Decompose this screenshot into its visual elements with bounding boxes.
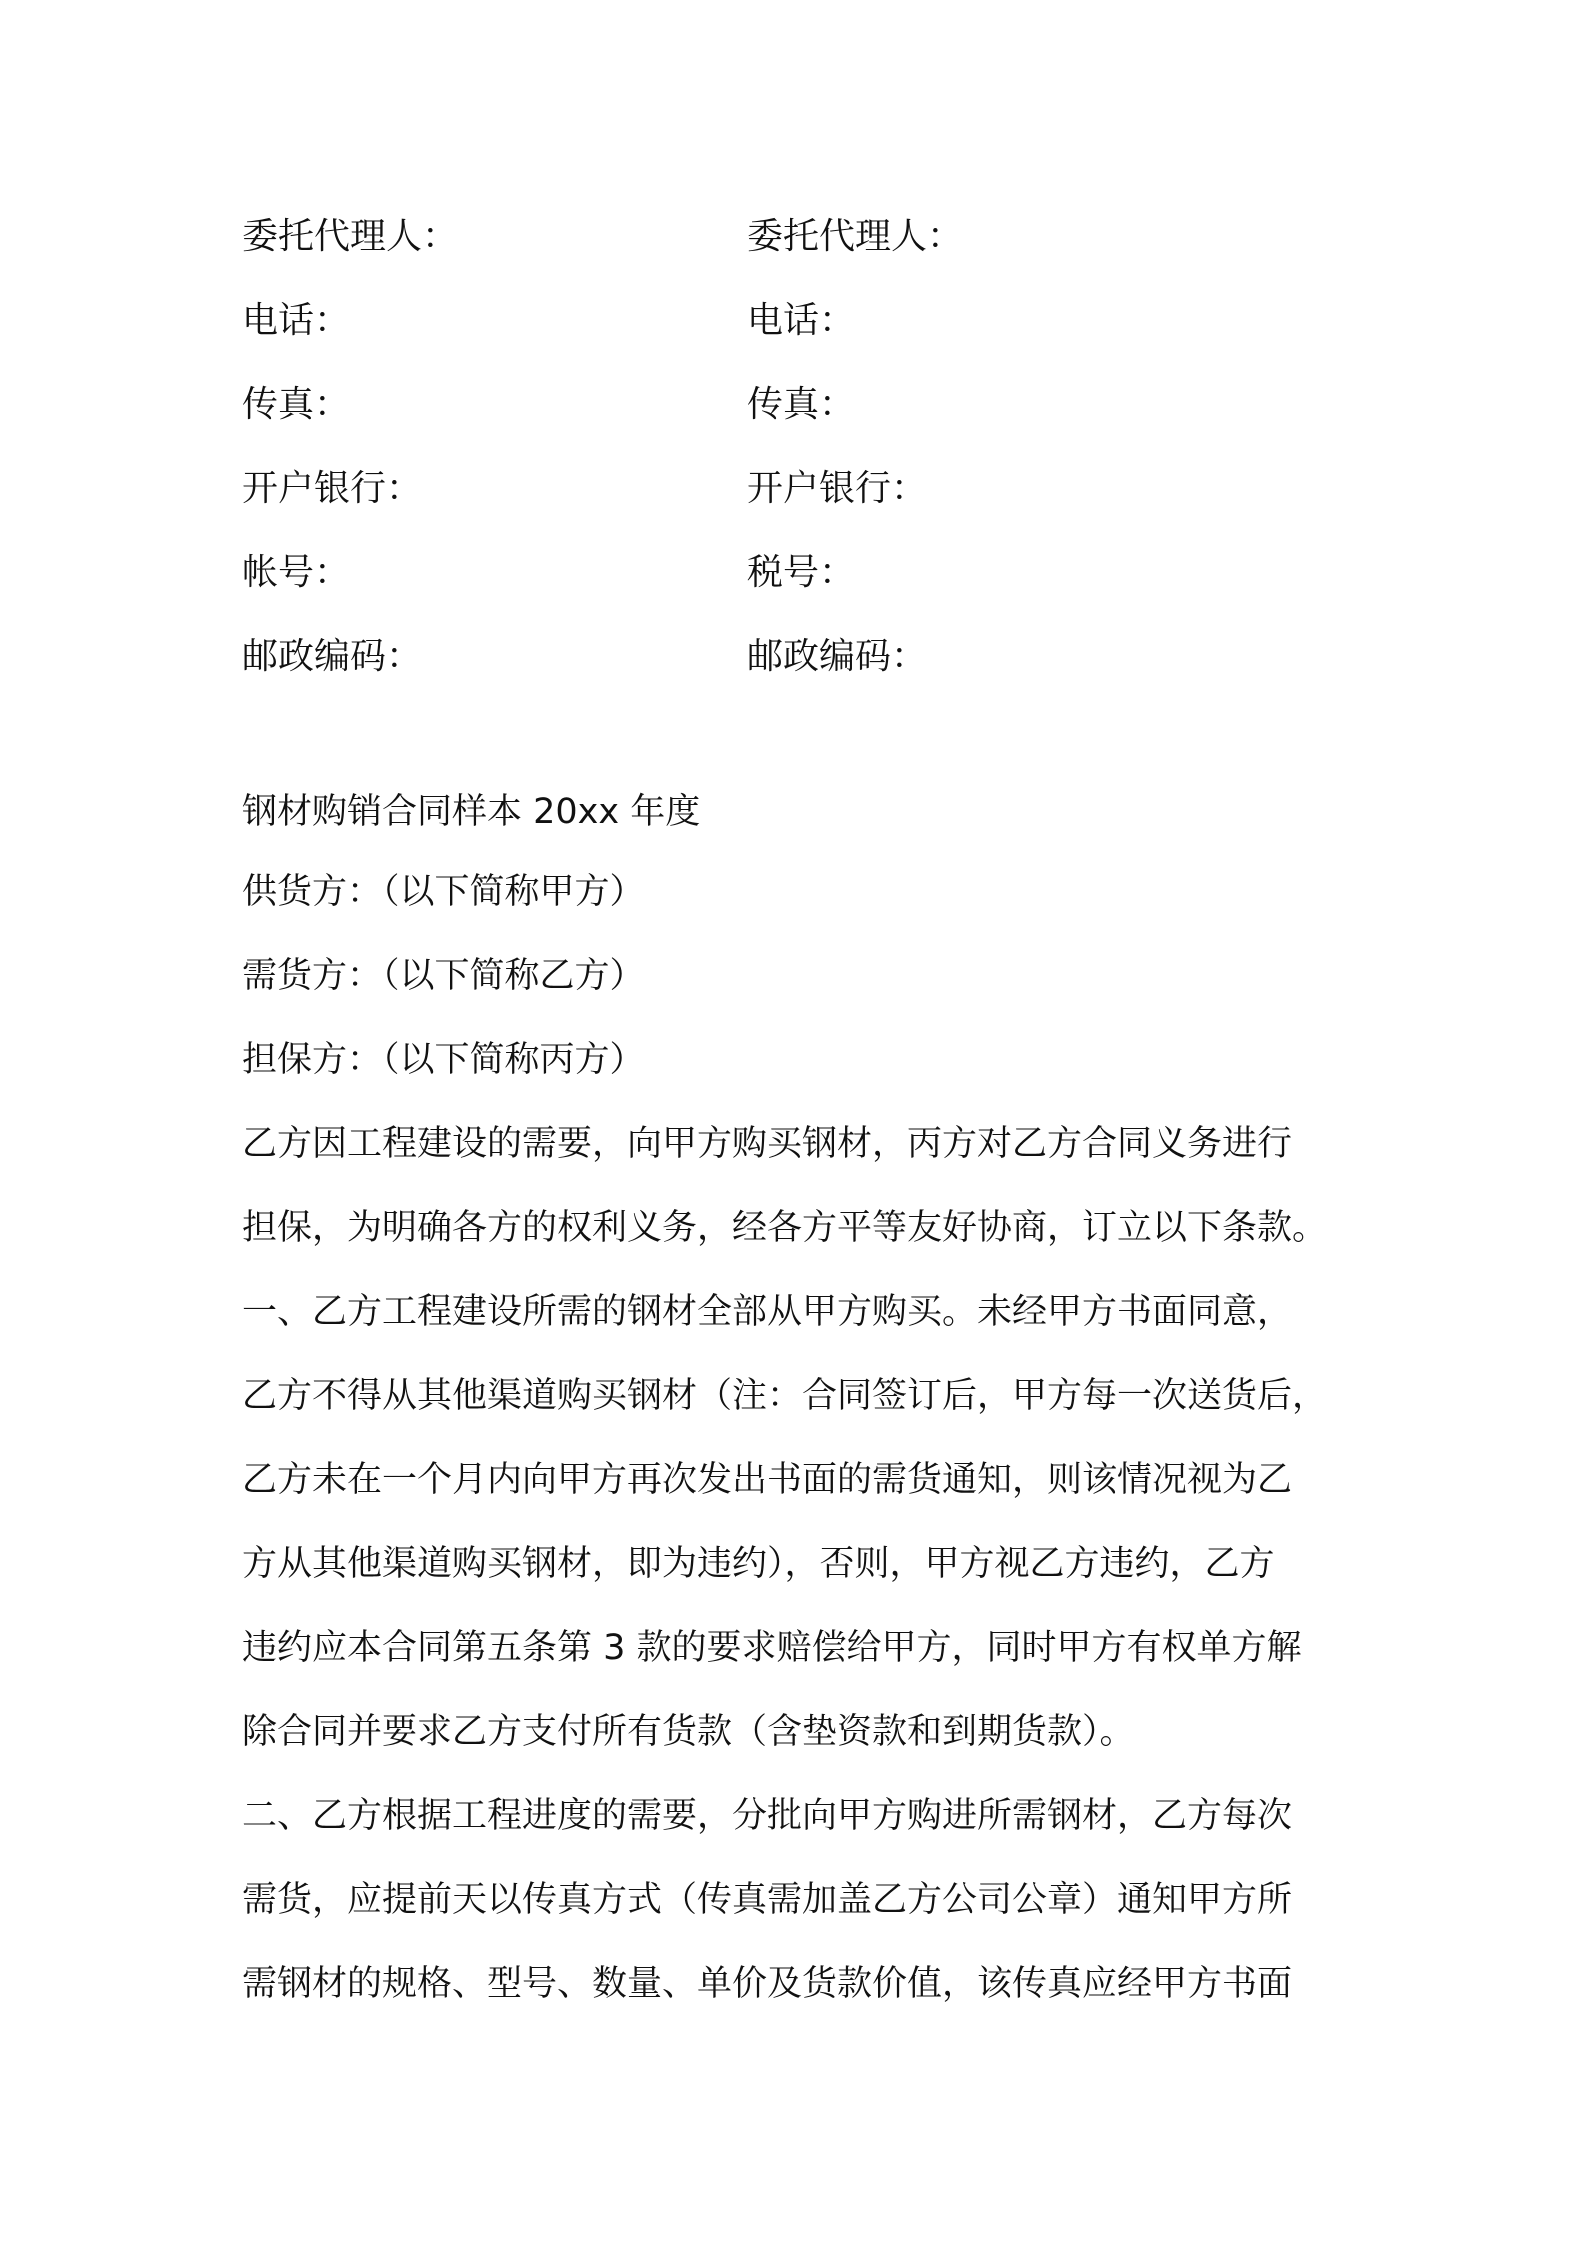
party-row-phone	[242, 279, 1362, 363]
party-b-postcode-label: 邮政编码：	[747, 636, 928, 677]
party-b-bank-label: 开户银行：	[747, 468, 928, 509]
contract-body	[242, 790, 1362, 2026]
party-a-account-label: 帐号：	[242, 552, 351, 593]
party-b-agent-label: 委托代理人：	[747, 216, 964, 257]
intro-line: 担保，为明确各方的权利义务，经各方平等友好协商，订立以下条款。	[242, 1208, 1328, 1248]
party-a-bank-label: 开户银行：	[242, 468, 423, 509]
party-row-fax	[242, 363, 1362, 447]
party-b-tax-label: 税号：	[747, 552, 856, 593]
party-a-postcode-label: 邮政编码：	[242, 636, 423, 677]
party-row-postcode	[242, 615, 1362, 699]
party-b-fax-label: 传真：	[747, 384, 856, 425]
intro-paragraph	[242, 1102, 1362, 1270]
clause-1-line: 乙方未在一个月内向甲方再次发出书面的需货通知，则该情况视为乙	[242, 1460, 1293, 1500]
clause-2-line: 二、乙方根据工程进度的需要，分批向甲方购进所需钢材，乙方每次	[242, 1796, 1293, 1836]
clause-1-line: 除合同并要求乙方支付所有货款（含垫资款和到期货款）。	[242, 1712, 1135, 1752]
party-a-fax-label: 传真：	[242, 384, 351, 425]
contract-title: 钢材购销合同样本 20xx 年度	[242, 792, 701, 832]
clause-2-line: 需货，应提前天以传真方式（传真需加盖乙方公司公章）通知甲方所	[242, 1880, 1293, 1920]
party-row-bank	[242, 447, 1362, 531]
supplier-line: 供货方：（以下简称甲方）	[242, 872, 645, 912]
clause-1-line: 乙方不得从其他渠道购买钢材（注：合同签订后，甲方每一次送货后，	[242, 1376, 1328, 1416]
clause-2-line: 需钢材的规格、型号、数量、单价及货款价值，该传真应经甲方书面	[242, 1964, 1293, 2004]
clause-1-paragraph	[242, 1270, 1362, 1774]
buyer-line: 需货方：（以下简称乙方）	[242, 956, 645, 996]
party-row-account	[242, 531, 1362, 615]
party-info-block	[242, 195, 1362, 699]
party-row-agent	[242, 195, 1362, 279]
clause-1-line: 方从其他渠道购买钢材，即为违约），否则，甲方视乙方违约，乙方	[242, 1544, 1275, 1584]
party-a-agent-label: 委托代理人：	[242, 216, 459, 257]
guarantor-line: 担保方：（以下简称丙方）	[242, 1040, 645, 1080]
clause-1-line: 违约应本合同第五条第 3 款的要求赔偿给甲方，同时甲方有权单方解	[242, 1628, 1302, 1668]
party-a-phone-label: 电话：	[242, 300, 351, 341]
party-b-phone-label: 电话：	[747, 300, 856, 341]
intro-line: 乙方因工程建设的需要，向甲方购买钢材，丙方对乙方合同义务进行	[242, 1124, 1293, 1164]
clause-2-paragraph	[242, 1774, 1362, 2026]
clause-1-line: 一、乙方工程建设所需的钢材全部从甲方购买。未经甲方书面同意，	[242, 1292, 1293, 1332]
